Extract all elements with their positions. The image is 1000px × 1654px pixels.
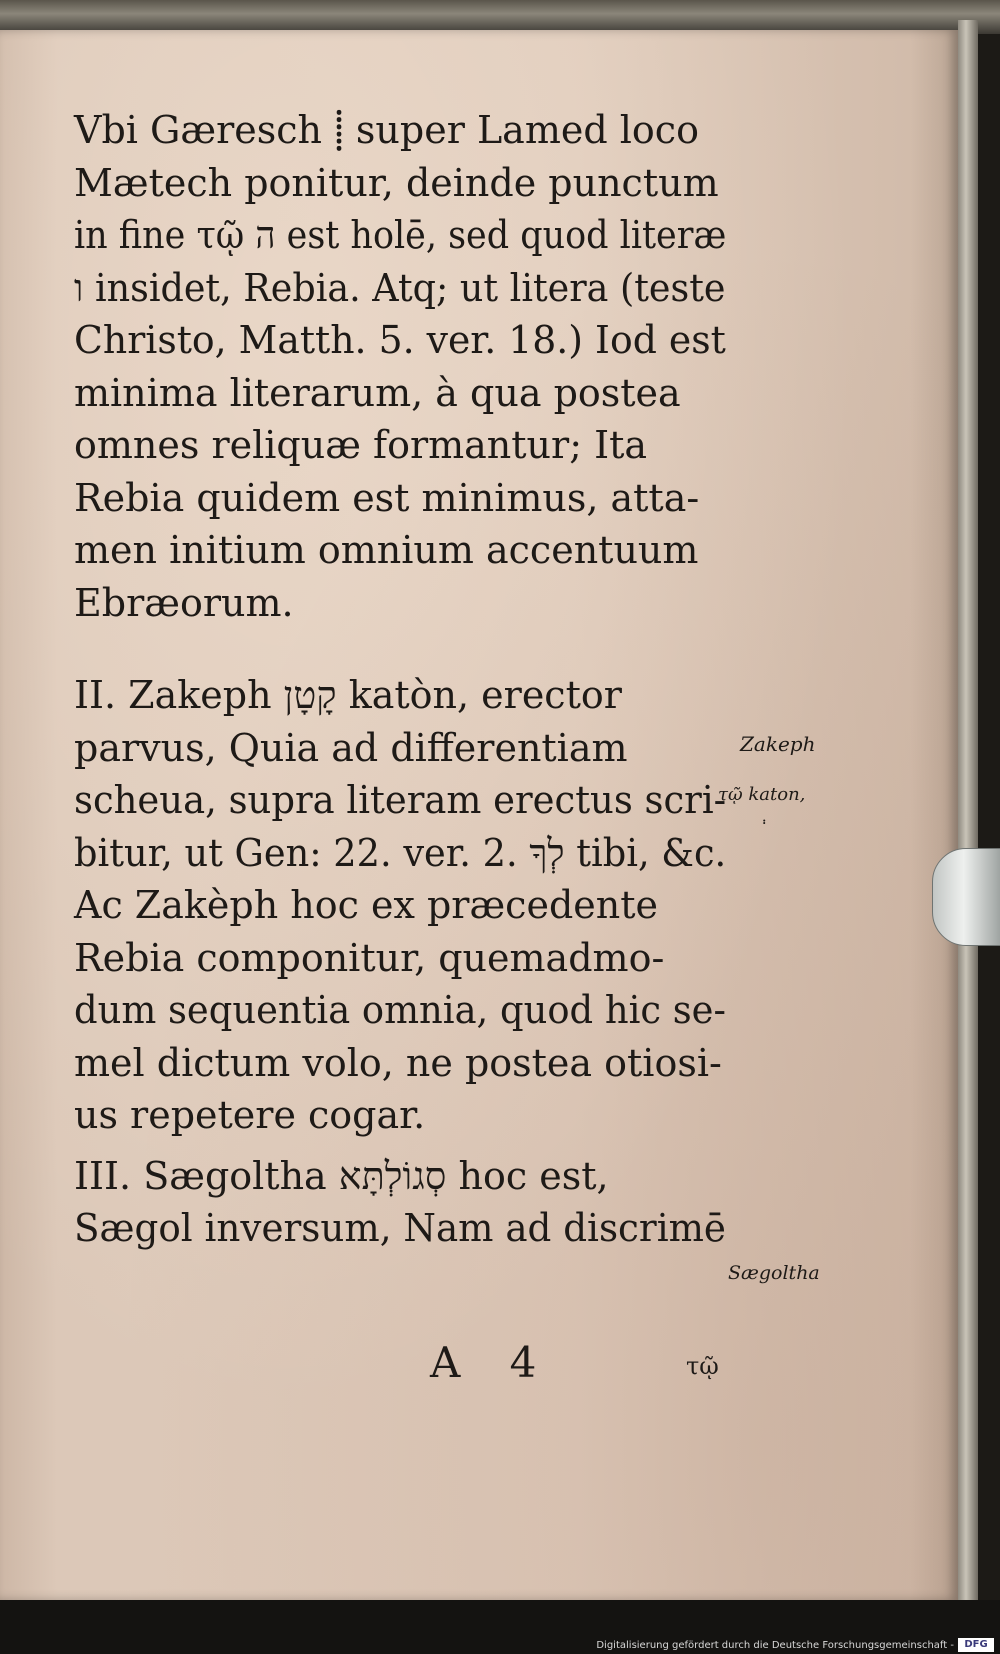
text-line: Vbi Gæresch ⸽ super Lamed loco <box>74 108 699 152</box>
text-line: mel dictum volo, ne postea otiosi- <box>74 1040 722 1085</box>
text-line: minima literarum, à qua postea <box>74 370 681 415</box>
text-line: ו insidet, Rebia. Atq; ut litera (teste <box>74 265 726 310</box>
text-line: parvus, Quia ad differentiam <box>74 725 628 770</box>
paragraph-zakeph <box>74 669 734 1142</box>
signature-mark: A 4 <box>430 1338 555 1387</box>
text-line: omnes reliquæ formantur; Ita <box>74 423 648 467</box>
page-clip <box>932 848 1000 946</box>
book-top-edge <box>0 0 1000 34</box>
paragraph-saegoltha <box>74 1150 734 1255</box>
text-line: Ebræorum. <box>74 580 294 625</box>
catchword: τῷ <box>686 1352 719 1380</box>
text-line: scheua, supra literam erectus scri- <box>74 778 727 822</box>
paragraph-rebia <box>74 104 734 629</box>
text-line: men initium omnium accentuum <box>74 528 699 572</box>
text-line: Sægol inversum, Nam ad discrimē <box>74 1206 726 1250</box>
text-line: Rebia componitur, quemadmo- <box>74 935 665 980</box>
text-line: Mætech ponitur, deinde punctum <box>74 160 719 205</box>
page-text <box>74 104 734 1255</box>
text-line: Rebia quidem est minimus, atta- <box>74 475 700 520</box>
text-line: III. Sægoltha סְגוֹלְתָּא hoc est, <box>74 1153 609 1198</box>
text-line: dum sequentia omnia, quod hic se- <box>74 988 726 1032</box>
margin-note-zakeph: Zakeph <box>740 732 816 756</box>
dfg-logo: DFG <box>958 1638 994 1652</box>
margin-note-saegoltha: Sægoltha <box>728 1262 820 1284</box>
page-stack-edge <box>958 20 978 1610</box>
margin-note-zakeph-katon: τῷ katon, <box>718 784 806 805</box>
text-line: Christo, Matth. 5. ver. 18.) Iod est <box>74 318 726 362</box>
text-line: Ac Zakèph hoc ex præcedente <box>74 883 658 927</box>
text-line: in fine τῷ ה est holē, sed quod literæ <box>74 213 727 257</box>
digitization-credit: Digitalisierung gefördert durch die Deutsche Forschungsgemeinschaft - <box>596 1640 954 1651</box>
text-line: us repetere cogar. <box>74 1093 426 1137</box>
text-line: bitur, ut Gen: 22. ver. 2. לְךָ tibi, &c. <box>74 830 727 875</box>
text-line: II. Zakeph קָטָן katòn, erector <box>74 673 622 717</box>
